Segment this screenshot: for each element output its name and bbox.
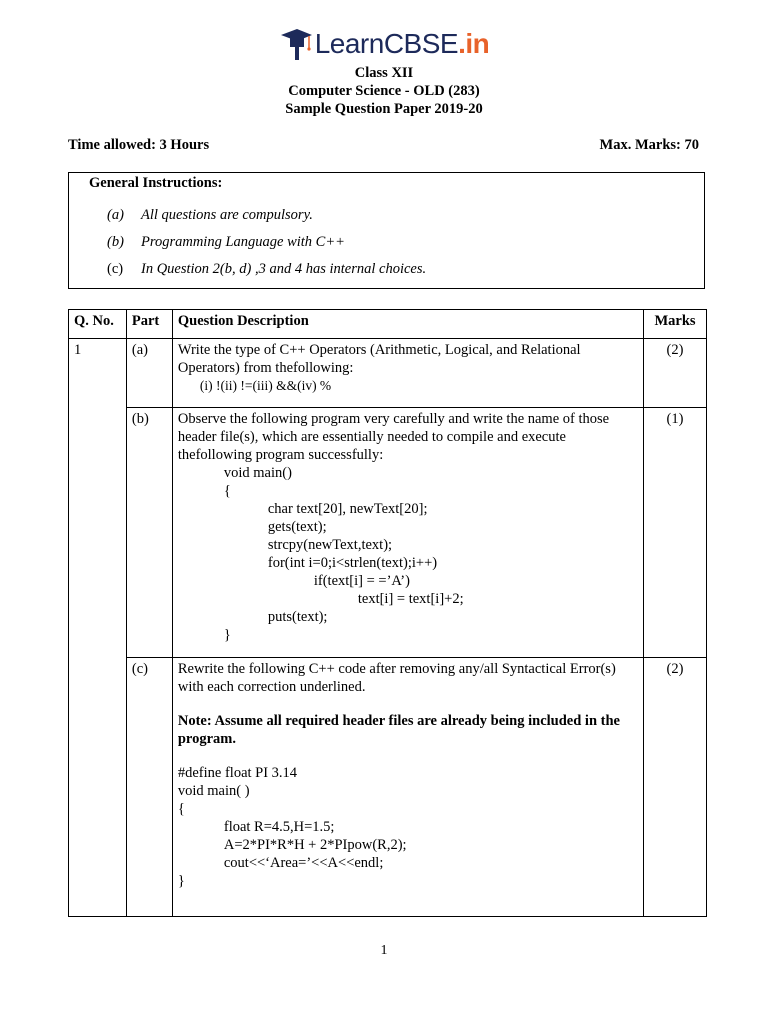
- header-part: Part: [126, 310, 172, 339]
- note-text: Note: Assume all required header files are already being included in the program.: [177, 713, 620, 747]
- graduation-cap-icon: [279, 26, 313, 62]
- part-label: (b): [126, 408, 172, 658]
- instruction-item: (a) All questions are compulsory.: [107, 207, 313, 223]
- instruction-item: (b) Programming Language with C++: [107, 234, 345, 250]
- code-line: A=2*PI*R*H + 2*PIpow(R,2);: [223, 837, 407, 853]
- learncbse-logo: [0, 26, 768, 62]
- instruction-item: (c) In Question 2(b, d) ,3 and 4 has internal choices.: [107, 261, 427, 277]
- code-line: }: [223, 627, 231, 643]
- question-text: Write the type of C++ Operators (Arithmetic, Logical, and Relational Operators) from thefollowing: (i) !(ii) !=(iii) &&(iv) %: [172, 339, 643, 408]
- operators-list: (i) !(ii) !=(iii) &&(iv) %: [199, 378, 332, 393]
- class-title: Class XII: [354, 65, 414, 81]
- code-line: #define float PI 3.14: [177, 765, 298, 781]
- logo-text: LearnCBSE.in: [314, 28, 490, 59]
- table-row: [69, 408, 707, 658]
- header-qno: Q. No.: [69, 310, 127, 339]
- paper-title: Sample Question Paper 2019-20: [285, 101, 483, 117]
- marks-value: (2): [644, 339, 707, 408]
- part-label: (a): [126, 339, 172, 408]
- table-row: [69, 658, 707, 917]
- time-allowed: Time allowed: 3 Hours: [68, 137, 210, 153]
- code-line: gets(text);: [267, 519, 327, 535]
- code-line: char text[20], newText[20];: [267, 501, 428, 517]
- code-line: text[i] = text[i]+2;: [357, 591, 464, 607]
- code-line: if(text[i] = =’A’): [313, 573, 410, 589]
- part-label: (c): [126, 658, 172, 917]
- code-line: {: [177, 801, 185, 817]
- table-header-row: [69, 310, 707, 339]
- code-line: cout<<‘Area=’<<A<<endl;: [223, 855, 384, 871]
- question-text: Observe the following program very carefully and write the name of those header file(s), which are essentially needed to compile and execute thefollowing program successfully: void main() { char text[20], newText[20]; gets(text); strcpy(newText,text); for(int i=0;i<strlen(text);i++) if(text[i] = =’A’) text[i] = text[i]+2; puts(text); }: [172, 408, 643, 658]
- code-line: puts(text);: [267, 609, 328, 625]
- instructions-title: General Instructions:: [89, 175, 223, 191]
- table-row: [69, 339, 707, 408]
- question-text: Rewrite the following C++ code after removing any/all Syntactical Error(s) with each correction underlined. Note: Assume all required header files are already being included in the program. #define float PI 3.14 void main( ) { float R=4.5,H=1.5; A=2*PI*R*H + 2*PIpow(R,2); cout<<‘Area=’<<A<<endl; }: [172, 658, 643, 917]
- question-table: [68, 309, 707, 917]
- max-marks: Max. Marks: 70: [599, 137, 699, 153]
- question-number: 1: [69, 339, 127, 917]
- code-line: void main(): [223, 465, 292, 481]
- general-instructions-box: [68, 172, 705, 289]
- marks-value: (2): [644, 658, 707, 917]
- header-description: Question Description: [172, 310, 643, 339]
- subject-title: Computer Science - OLD (283): [288, 83, 480, 99]
- code-line: strcpy(newText,text);: [267, 537, 393, 553]
- code-line: float R=4.5,H=1.5;: [223, 819, 335, 835]
- marks-value: (1): [644, 408, 707, 658]
- code-line: {: [223, 483, 231, 499]
- code-line: for(int i=0;i<strlen(text);i++): [267, 555, 438, 571]
- header-marks: Marks: [644, 310, 707, 339]
- page-number: 1: [380, 943, 388, 958]
- code-line: }: [177, 873, 185, 889]
- code-line: void main( ): [177, 783, 250, 799]
